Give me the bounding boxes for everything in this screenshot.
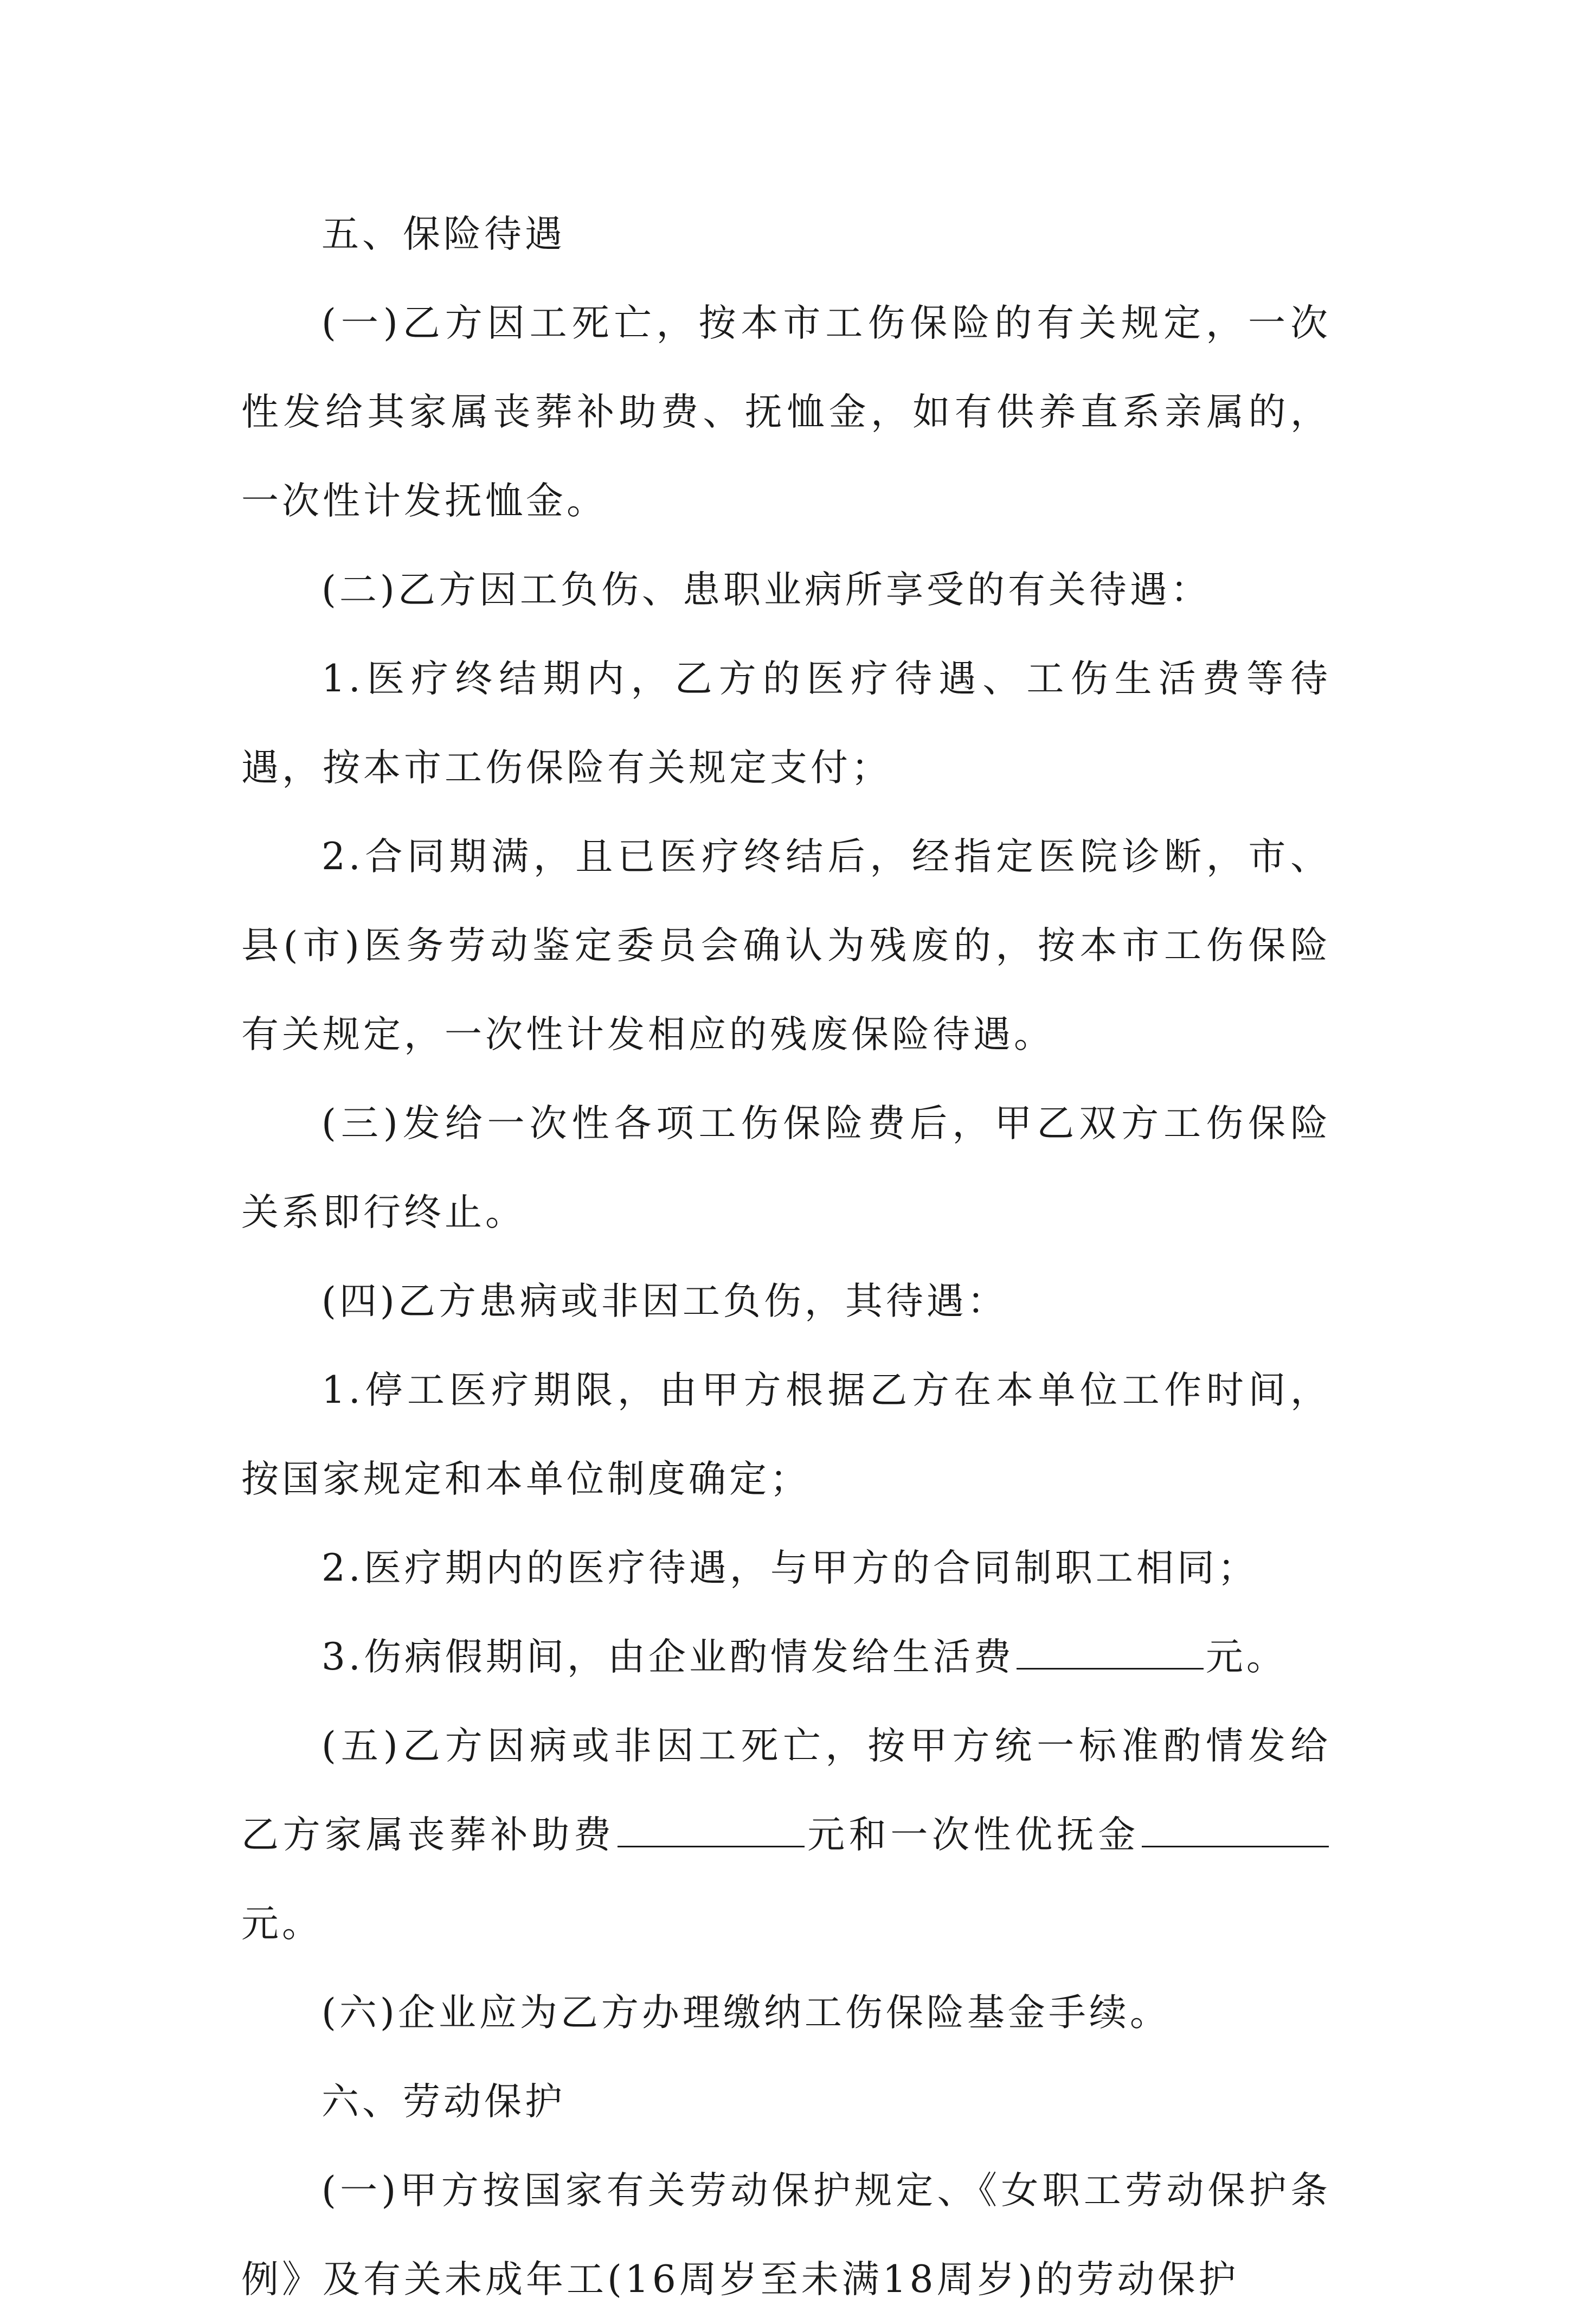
paragraph-medical-period: 1.医疗终结期内，乙方的医疗待遇、工伤生活费等待遇，按本市工伤保险有关规定支付； <box>241 657 1331 789</box>
paragraph-work-death: (一)乙方因工死亡，按本市工伤保险的有关规定，一次性发给其家属丧葬补助费、抚恤金，如有供养直系亲属的，一次性计发抚恤金。 <box>241 301 1331 523</box>
paragraph-work-injury: (二)乙方因工负伤、患职业病所享受的有关待遇： <box>321 568 1211 612</box>
paragraph-medical-treatment: 2.医疗期内的医疗待遇，与甲方的合同制职工相同； <box>321 1546 1258 1590</box>
paragraph-insurance-fund: (六)企业应为乙方办理缴纳工伤保险基金手续。 <box>321 1991 1171 2034</box>
living-allowance-blank <box>1017 1638 1204 1670</box>
paragraph-labor-protection: (一)甲方按国家有关劳动保护规定、《女职工劳动保护条例》及有关未成年工(16周岁至未满18周岁)的劳动保护 <box>241 2169 1331 2301</box>
living-allowance-unit: 元。 <box>1205 1635 1287 1679</box>
paragraph-living-allowance <box>241 1613 1331 1702</box>
section-heading-labor-protection: 六、劳动保护 <box>321 2080 565 2123</box>
document-body <box>241 190 1331 2324</box>
paragraph-illness: (四)乙方患病或非因工负伤，其待遇： <box>321 1280 1008 1323</box>
section-heading-insurance: 五、保险待遇 <box>321 213 565 256</box>
paragraph-death-benefit <box>241 1702 1331 1968</box>
paragraph-sick-leave-term: 1.停工医疗期限，由甲方根据乙方在本单位工作时间，按国家规定和本单位制度确定； <box>241 1369 1331 1501</box>
death-benefit-text: (五)乙方因病或非因工死亡，按甲方统一标准酌情发给乙方家属丧葬补助费 <box>241 1724 1331 1857</box>
death-benefit-unit: 元。 <box>241 1902 323 1946</box>
funeral-allowance-blank <box>618 1815 805 1847</box>
paragraph-disability: 2.合同期满，且已医疗终结后，经指定医院诊断，市、县(市)医务劳动鉴定委员会确认为残废的，按本市工伤保险有关规定，一次性计发相应的残废保险待遇。 <box>241 835 1331 1056</box>
living-allowance-text: 3.伤病假期间，由企业酌情发给生活费 <box>321 1635 1014 1679</box>
compensation-blank <box>1142 1815 1329 1847</box>
paragraph-termination: (三)发给一次性各项工伤保险费后，甲乙双方工伤保险关系即行终止。 <box>241 1102 1331 1234</box>
death-benefit-mid-text: 元和一次性优抚金 <box>806 1813 1140 1857</box>
